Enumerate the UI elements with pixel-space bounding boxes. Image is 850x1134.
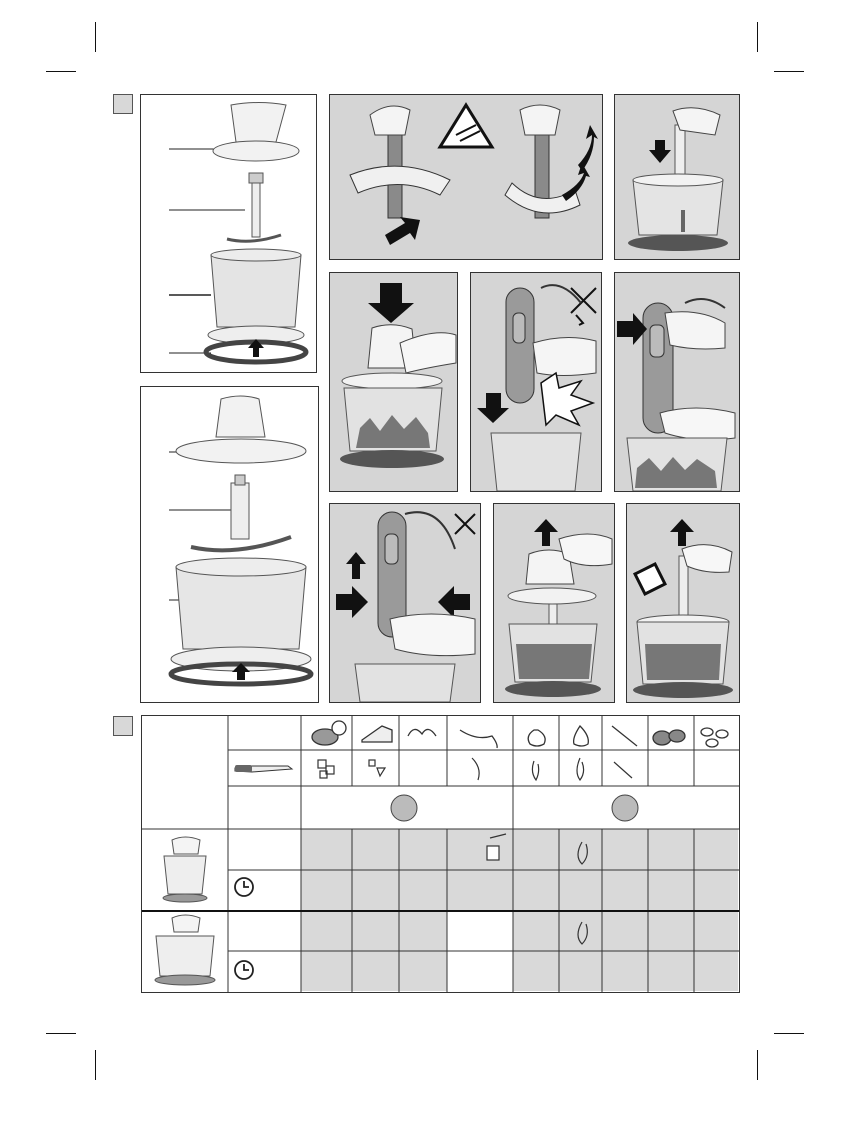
remove-blade-step: [626, 503, 740, 703]
crop-mark-tl-h: [46, 71, 76, 72]
processing-table: [141, 715, 740, 993]
crop-mark-bl-v: [95, 1050, 96, 1080]
attach-motor-step: [470, 272, 602, 492]
crop-mark-bl-h: [46, 1033, 76, 1034]
small-chopper-exploded-view: [140, 94, 317, 373]
section-b-marker: [113, 716, 133, 736]
section-a-marker: [113, 94, 133, 114]
crop-mark-br-h: [774, 1033, 804, 1034]
operate-step: [614, 272, 740, 492]
remove-lid-step: [493, 503, 615, 703]
crop-mark-tr-v: [757, 22, 758, 52]
large-chopper-exploded-view: [140, 386, 319, 703]
unplug-icon: [571, 288, 596, 325]
clock-icon: [235, 878, 253, 896]
knife-icon: [235, 765, 292, 772]
blade-removal-step: [329, 94, 603, 260]
crop-mark-br-v: [757, 1050, 758, 1080]
warning-blade-icon: [440, 105, 492, 147]
crop-mark-tl-v: [95, 22, 96, 52]
detach-motor-step: [329, 503, 481, 703]
crop-mark-tr-h: [774, 71, 804, 72]
insert-blade-step: [614, 94, 740, 260]
fill-and-lid-step: [329, 272, 458, 492]
